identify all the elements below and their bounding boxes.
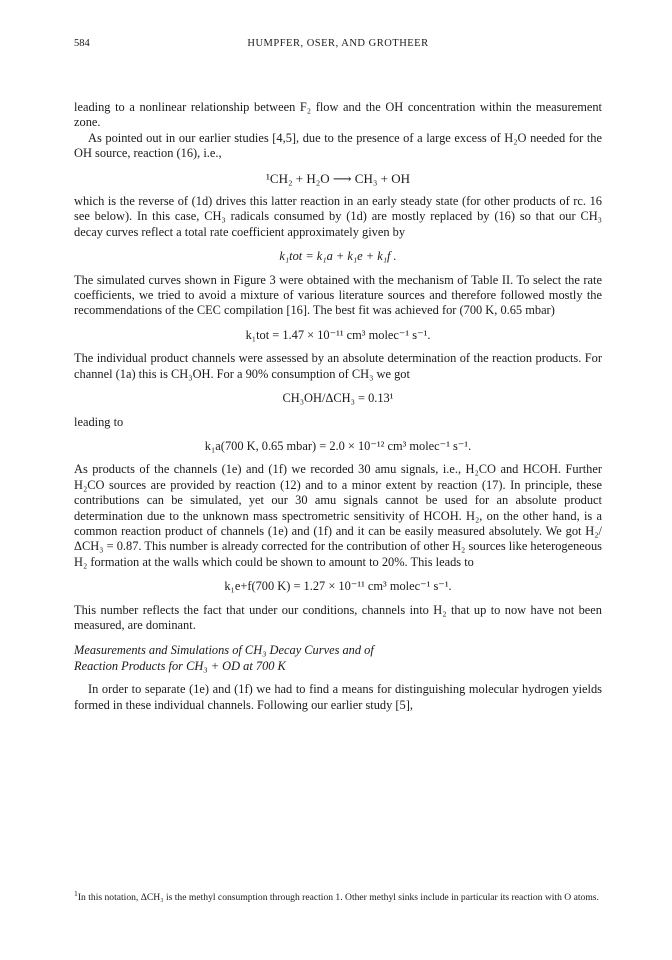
equation-k1ef-value: k₁e+f(700 K) = 1.27 × 10⁻¹¹ cm³ molec⁻¹ s⁻¹. — [224, 579, 452, 594]
page-number: 584 — [74, 38, 90, 49]
paragraph-6: leading to — [74, 414, 124, 429]
running-head: HUMPFER, OSER, AND GROTHEER — [247, 38, 429, 49]
footnote-text: In this notation, ΔCH₃ is the methyl consumption through reaction 1. Other methyl sinks include in particular its reaction with O atoms. — [77, 892, 599, 903]
paragraph-4: The simulated curves shown in Figure 3 were obtained with the mechanism of Table II. To select the rate coefficients, we tried to avoid a mixture of various literature sources and therefore followed mostly the recommendations of the CEC compilation [16]. The best fit was achieved for (700 K, 0.65 mbar) — [74, 272, 602, 318]
paragraph-3: which is the reverse of (1d) drives this latter reaction in an early steady state (for other products of rc. 16 see below). In this case, CH₃ radicals consumed by (1d) are mostly replaced by (16) so that our CH₃ decay curves reflect a total rate coefficient approximately given by — [74, 194, 602, 239]
footnote — [74, 888, 602, 904]
section-heading — [74, 643, 602, 674]
page — [74, 38, 602, 713]
equation-reaction-16: ¹CH₂ + H₂O ⟶ CH₃ + OH — [266, 170, 410, 186]
footnote-marker: 1 — [74, 888, 78, 898]
equation-k1tot-value: k₁tot = 1.47 × 10⁻¹¹ cm³ molec⁻¹ s⁻¹. — [245, 327, 431, 342]
body-text — [74, 100, 602, 713]
section-heading-line-2: Reaction Products for CH₃ + OD at 700 K — [74, 658, 286, 673]
equation-k1tot-sum: k₁tot = k₁a + k₁e + k₁f . — [279, 249, 397, 264]
equation-k1a-value: k₁a(700 K, 0.65 mbar) = 2.0 × 10⁻¹² cm³ molec⁻¹ s⁻¹. — [204, 438, 472, 453]
paragraph-9: In order to separate (1e) and (1f) we had to find a means for distinguishing molecular hydrogen yields formed in these individual channels. Following our earlier study [5], — [74, 682, 602, 712]
running-header — [74, 38, 602, 56]
paragraph-5: The individual product channels were assessed by an absolute determination of the reaction products. For channel (1a) this is CH₃OH. For a 90% consumption of CH₃ we got — [74, 351, 602, 381]
paragraph-2: As pointed out in our earlier studies [4,5], due to the presence of a large excess of H₂O needed for the OH source, reaction (16), i.e., — [74, 130, 602, 161]
paragraph-1: leading to a nonlinear relationship between F₂ flow and the OH concentration within the measurement zone. — [74, 100, 602, 130]
paragraph-7: As products of the channels (1e) and (1f) we recorded 30 amu signals, i.e., H₂CO and HCOH. Further H₂CO sources are provided by reaction (12) and to a minor extent by reaction (17). In principle, these contributions can be simulated, yet our 30 amu signals cannot be used for an absolute product determination due to the unknown mass spectrometric sensitivity of HCOH. H₂, on the other hand, is a common reaction product of channels (1e) and (1f) and it can be easily measured absolutely. We got H₂/ΔCH₃ = 0.87. This number is already corrected for the contribution of other H₂ sources like heterogeneous H₂ formation at the walls which could be shown to amount to 20%. This leads to — [74, 462, 602, 569]
equation-ch3oh-ratio: CH₃OH/ΔCH₃ = 0.13¹ — [282, 391, 394, 406]
paragraph-8: This number reflects the fact that under our conditions, channels into H₂ that up to now have not been measured, are dominant. — [74, 602, 602, 632]
section-heading-line-1: Measurements and Simulations of CH₃ Decay Curves and of — [74, 643, 374, 658]
